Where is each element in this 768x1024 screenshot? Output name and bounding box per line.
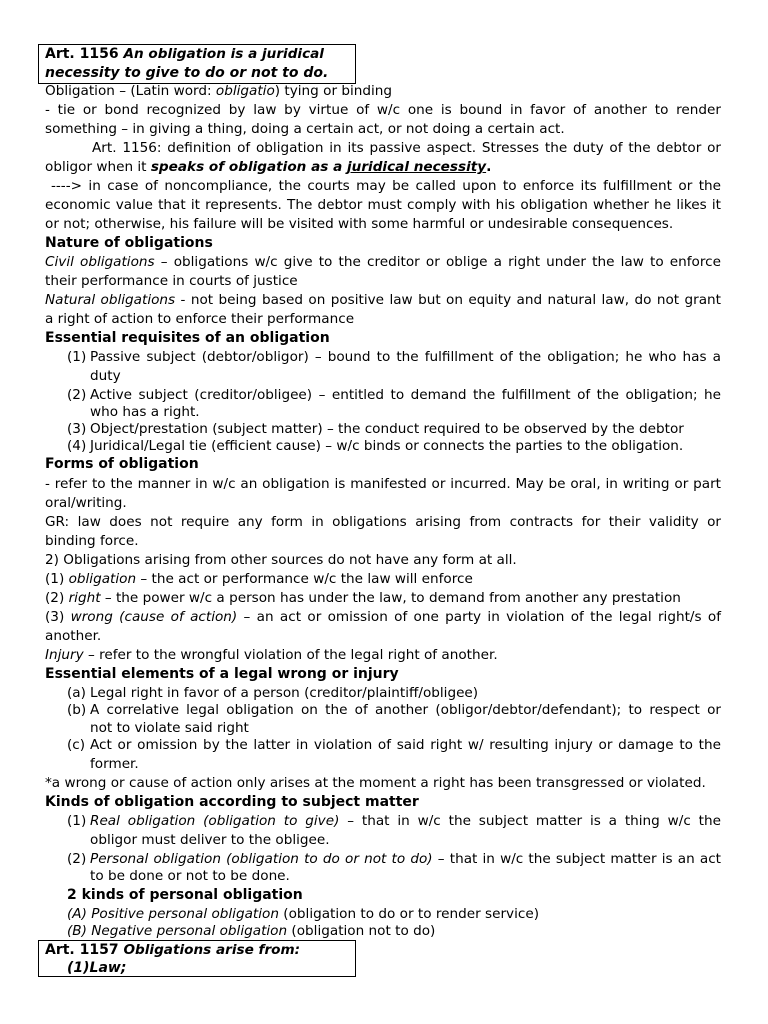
obligation-latin: obligatio [215,83,275,99]
forms-other-sources: 2) Obligations arising from other sources do not have any form at all. [45,552,517,568]
element-num: (b) [67,702,87,718]
def-rest: – the act or performance w/c the law will enforce [136,571,473,587]
def-term: right [68,590,101,606]
requisite-item-3-text: Object/prestation (subject matter) – the conduct required to be observed by the debtor [90,421,684,437]
obligation-lead: Obligation – (Latin word: [45,83,216,99]
forms-injury [45,646,498,664]
requisite-num: (3) [67,421,87,437]
requisite-num: (4) [67,438,87,454]
element-item-b-line2: not to violate said right [90,720,249,736]
forms-line2: oral/writing. [45,495,127,511]
requisite-item-2-text: Active subject (creditor/obligee) – entitled to demand the fulfillment of the obligation; he [90,387,721,403]
element-item-c [67,736,89,754]
noncompliance-line2: economic value that it represents. The debtor must comply with his obligation whether he likes it [45,197,721,213]
requisite-item-2 [67,386,89,404]
civil-rest: – obligations w/c give to the creditor or oblige a right under the law to enforce [154,254,721,270]
art-1156-para-end: . [486,159,492,175]
civil-obligations-line2: their performance in courts of justice [45,273,298,289]
kinds-item-1-num: (1) [67,813,87,829]
element-item-a [67,684,89,702]
requisite-item-2-line2: who has a right. [90,404,200,420]
obligation-definition-line2: - tie or bond recognized by law by virtue of w/c one is bound in favor of another to render [45,102,721,118]
injury-term: Injury [45,647,84,663]
kinds-item-2-line2: to be done or not to be done. [90,868,290,884]
requisite-item-3 [67,420,89,438]
forms-def-obligation [45,570,473,588]
obligation-definition-line3: something – in giving a thing, doing a certain act, or not doing a certain act. [45,121,565,137]
natural-obligations-line2: a right of action to enforce their performance [45,311,355,327]
natural-rest: - not being based on positive law but on equity and natural law, do not grant [175,292,721,308]
noncompliance-line3: or not; otherwise, his failure will be visited with some harmful or undesirable consequences. [45,216,674,232]
kinds-item-1-line2: obligor must deliver to the obligee. [90,832,330,848]
civil-obligations-line1 [45,253,721,271]
art-1156-para-lead: obligor when it [45,159,151,175]
def-num: (2) [45,590,69,606]
element-item-b [67,701,89,719]
civil-term: Civil obligations [45,254,155,270]
art-1157-item-1: (1)Law; [67,960,127,976]
art-1156-title-line1 [45,45,351,63]
kinds-item-2-num: (2) [67,851,87,867]
forms-gr-line2: binding force. [45,533,139,549]
nature-heading: Nature of obligations [45,235,213,251]
natural-term: Natural obligations [45,292,176,308]
art-1156-para-line2 [45,158,491,176]
art-1156-para-line1: Art. 1156: definition of obligation in its passive aspect. Stresses the duty of the debtor or [92,140,721,156]
requisites-heading: Essential requisites of an obligation [45,330,330,346]
requisite-item-1-text: Passive subject (debtor/obligor) – bound to the fulfillment of the obligation; he who has a [90,349,721,365]
element-num: (c) [67,737,86,753]
forms-def-right [45,589,681,607]
element-item-c-text: Act or omission by the latter in violation of said right w/ resulting injury or damage to the [90,737,721,753]
def-term: obligation [68,571,137,587]
positive-personal-obligation [67,905,539,923]
kinds-item-1 [90,812,721,830]
kinds-item-rest: – that in w/c the subject matter is an act [432,851,721,867]
forms-line1: - refer to the manner in w/c an obligation is manifested or incurred. May be oral, in writing or part [45,476,721,492]
sub-rest: (obligation to do or to render service) [278,906,540,922]
def-num: (3) [45,609,71,625]
kinds-item-term: Personal obligation (obligation to do or not to do) [90,851,433,867]
requisite-num: (1) [67,349,87,365]
def-rest: – the power w/c a person has under the law, to demand from another any prestation [100,590,681,606]
kinds-heading: Kinds of obligation according to subject matter [45,794,419,810]
injury-rest: – refer to the wrongful violation of the legal right of another. [83,647,498,663]
obligation-tail: ) tying or binding [274,83,393,99]
negative-personal-obligation [67,922,435,940]
art-1157-lead: Art. 1157 [45,942,124,958]
sub-term: (B) Negative personal obligation [67,923,288,939]
requisite-num: (2) [67,387,87,403]
noncompliance-line1: ----> in case of noncompliance, the courts may be called upon to enforce its fulfillment or the [51,178,721,194]
forms-heading: Forms of obligation [45,456,199,472]
sub-term: (A) Positive personal obligation [67,906,279,922]
obligation-definition-line1 [45,82,392,100]
def-rest: – an act or omission of one party in violation of the legal right/s of [237,609,721,625]
art-1156-title-line2: necessity to give to do or not to do. [45,65,329,81]
requisite-item-1-line2: duty [90,368,121,384]
def-term: wrong (cause of action) [70,609,238,625]
juridical-necessity: juridical necessity [347,159,487,175]
element-item-b-text: A correlative legal obligation on the of another (obligor/debtor/defendant); to respect or [90,702,721,718]
art-1156-title: An obligation is a juridical [123,46,324,62]
art-1156-lead: Art. 1156 [45,46,124,62]
art-1156-para-bold: speaks of obligation as a [150,159,347,175]
natural-obligations-line1 [45,291,721,309]
forms-def-wrong-line2: another. [45,628,102,644]
elements-heading: Essential elements of a legal wrong or injury [45,666,399,682]
forms-gr-line1: GR: law does not require any form in obligations arising from contracts for their validity or [45,514,721,530]
kinds-item-rest: – that in w/c the subject matter is a thing w/c the [339,813,721,829]
element-num: (a) [67,685,86,701]
personal-obligation-subheading: 2 kinds of personal obligation [67,887,303,903]
kinds-item-term: Real obligation (obligation to give) [90,813,340,829]
def-num: (1) [45,571,69,587]
forms-def-wrong [45,608,721,626]
sub-rest: (obligation not to do) [287,923,436,939]
element-item-c-line2: former. [90,756,139,772]
requisite-item-4-text: Juridical/Legal tie (efficient cause) – w/c binds or connects the parties to the obligation. [90,438,684,454]
art-1157-title [45,941,300,959]
requisite-item-4 [67,437,89,455]
element-item-a-text: Legal right in favor of a person (creditor/plaintiff/obligee) [90,685,479,701]
art-1157-heading: Obligations arise from: [123,942,301,958]
elements-note: *a wrong or cause of action only arises at the moment a right has been transgressed or violated. [45,775,706,791]
kinds-item-2 [90,850,721,868]
